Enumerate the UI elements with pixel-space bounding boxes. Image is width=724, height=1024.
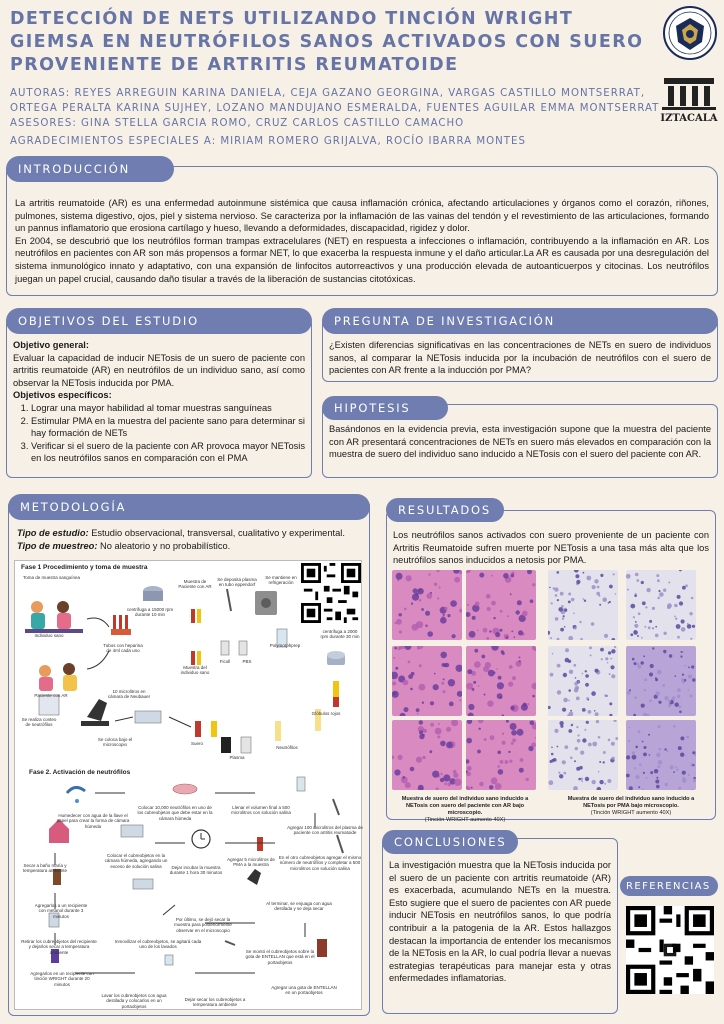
iztacala-logo xyxy=(658,76,720,124)
step-inmovilizar: Inmovilizar el cubreobjetos, se agitará cada uno de los lavados xyxy=(114,939,202,950)
label-muestra-ar: Muestra de Paciente con AR xyxy=(178,579,212,590)
intro-box xyxy=(6,166,718,296)
step-enjuagar: Al terminar, se enjuaga con agua destilada y se deja secar xyxy=(266,901,332,912)
label-microscopio: Se coloca bajo el microscopio xyxy=(97,737,133,748)
objetivos-box xyxy=(6,318,312,478)
micrograph-image xyxy=(548,720,618,790)
label-centrifuga-2000: centrifuga a 2000 rpm durante 30 min xyxy=(320,629,360,640)
label-muestra-sano: Muestra del individuo sano xyxy=(180,665,210,676)
step-metanol: Agregarlos a un recipiente con metanol durante 3 minutos xyxy=(34,903,88,919)
step-humedecer: Humedecer con agua de la llave el papel para crear la forma de cámara húmeda xyxy=(56,813,130,829)
advisors-line: ASESORES: GINA STELLA GARCIA ROMO, CRUZ CARLOS CASTILLO CAMACHO xyxy=(10,118,465,129)
caption-ar-text: Muestra de suero del individuo sano inducido a NETosis con suero del paciente con AR bajo microscopio. xyxy=(401,796,529,816)
authors-line: AUTORAS: REYES ARREGUIN KARINA DANIELA, CEJA GAZANO GEORGINA, VARGAS CASTILLO MONTSERRAT, ORTEGA PERALTA KARINA SUJHEY, LOZANO MANDUJANO ESMERALDA, FUENTES AGUILAR EMMA MONTSERRAT xyxy=(10,88,660,114)
list-item: 3. Verificar si el suero de la paciente con AR provoca mayor NETosis en los neutrófilos sanos en comparación con el PMA xyxy=(31,440,305,465)
micrograph-image xyxy=(466,646,536,716)
label-globulos-rojos: Glóbulos rojos xyxy=(311,711,341,716)
list-item: 2. Estimular PMA en la muestra del paciente sano para determinar si hay formación de NETs xyxy=(31,415,305,440)
conclusiones-text: La investigación muestra que la NETosis inducida por el suero de un paciente con artritis reumatoide (AR) es exacerbada, acumulando NETs en la muestra. Esto sugiere que el suero de pacientes con AR puede inducir NETosis en neutrófilos sanos, lo que podría contribuir a la patogenia de la AR. Estos hallazgos destacan la importancia de entender los mecanismos de la NETosis en la AR, lo cual podría llevar a nuevas estrategias terapéuticas para manejar esta y otras enfermedades inflamatorias. xyxy=(389,860,611,984)
pregunta-text: ¿Existen diferencias significativas en las concentraciones de NETs en suero de individuos sanos, al comparar la NETosis inducida por la incubación de neutrófilos con el suero de pacientes con AR frente a la inducción por PMA? xyxy=(329,340,711,376)
label-tubos-heparina: Tubos con heparina de 4ml cada uno xyxy=(103,643,143,654)
tipo-muestreo-value: No aleatorio y no probabilístico. xyxy=(97,540,231,551)
caption-ar xyxy=(392,796,538,824)
caption-pma xyxy=(556,796,706,817)
label-toma-muestra: Toma de muestra sanguínea xyxy=(23,575,81,580)
poster-title: DETECCIÓN DE NETS UTILIZANDO TINCIÓN WRIGHT GIEMSA EN NEUTRÓFILOS SANOS ACTIVADOS CON SUERO PROVENIENTE DE ARTRITIS REUMATOIDE xyxy=(10,9,644,75)
tipo-estudio-value: Estudio observacional, transversal, cualitativo y experimental. xyxy=(88,528,345,538)
caption-ar-sub: (Tinción WRIGHT aumento 40X) xyxy=(424,817,506,823)
label-pbs: PBS xyxy=(242,659,252,664)
step-incubar: Dejar incubar la muestra durante 1 hora 30 minutos xyxy=(169,865,223,876)
step-agregar-plasma: Agregar 100 microlitros del plasma de paciente con artritis reumatoide xyxy=(287,825,363,836)
step-montar: Se montó el cubreobjetos sobre la gota de ENTELLAN que está en el portaobjetos xyxy=(245,949,315,965)
referencias-heading: REFERENCIAS xyxy=(620,876,718,896)
fase1-label: Fase 1 Procedimiento y toma de muestra xyxy=(21,564,148,571)
objetivos-especificos-label: Objetivos específicos: xyxy=(13,390,112,401)
pregunta-heading: PREGUNTA DE INVESTIGACIÓN xyxy=(322,308,718,334)
step-lavar: Lavar los cubreobjetos con agua destilada y colocarlos en un portaobjetos xyxy=(101,993,167,1009)
micrograph-image xyxy=(626,570,696,640)
fase2-label: Fase 2. Activación de neutrófilos xyxy=(29,769,131,776)
step-secar-temp: Dejar secar los cubreobjetos a temperatura ambiente xyxy=(184,997,246,1008)
unam-logo xyxy=(662,4,718,62)
list-item: 1. Lograr una mayor habilidad al tomar muestras sanguíneas xyxy=(31,402,305,415)
objetivos-especificos-list xyxy=(27,402,305,465)
step-llenar-volumen: Llenar el volumen final a 500 microlitros con solución salina xyxy=(231,805,291,816)
step-entellan-gota: Agregar una gota de ENTELLAN en un portaobjetos xyxy=(271,985,337,996)
objetivos-heading: OBJETIVOS DEL ESTUDIO xyxy=(6,308,312,334)
label-neubauer: 10 microlitros en cámara de Neubauer xyxy=(107,689,151,700)
intro-paragraph-1: La artritis reumatoide (AR) es una enfermedad autoinmune sistémica que causa inflamación crónica, afectando articulaciones y órganos como el corazón, riñones, pulmones, sistema digestivo, ojos, piel y sistema nervioso. Se caracteriza por la inflamación de las vainas del tendón y el revestimiento de las articulaciones, formando un pannus inflamatorio que erosiona cartílago y hueso, llevando a deformidades, discapacidad, rigidez y dolor. xyxy=(15,198,709,234)
methodology-figure xyxy=(14,560,362,1010)
label-plasma: Plasma xyxy=(229,755,245,760)
objetivo-general-label: Objetivo general: xyxy=(13,340,89,350)
hipotesis-text: Basándonos en la evidencia previa, esta investigación supone que la muestra del paciente con AR presentará concentraciones de NETs en suero más elevados en comparación con la muestra de suero del individuo sano inducido a NETosis con el suero del paciente con AR. xyxy=(329,424,711,460)
thanks-line: AGRADECIMIENTOS ESPECIALES A: MIRIAM ROMERO GRIJALVA, ROCÍO IBARRA MONTES xyxy=(10,136,526,147)
label-ficoll: Ficoll xyxy=(219,659,231,664)
micrograph-image xyxy=(548,570,618,640)
tipo-estudio-label: Tipo de estudio: xyxy=(17,528,89,538)
label-polymorphprep: Polymorphprep xyxy=(269,643,301,648)
caption-pma-text: Muestra de suero del individuo sano inducido a NETosis por PMA bajo microscopio. xyxy=(567,796,695,809)
metodologia-heading: METODOLOGÍA xyxy=(8,494,370,520)
label-conteo: Se realiza conteo de neutrófilos xyxy=(21,717,57,728)
micrograph-image xyxy=(392,720,462,790)
label-neutrofilos: Neutrófilos xyxy=(276,745,298,750)
conclusiones-heading: CONCLUSIONES xyxy=(382,830,518,854)
micrograph-image xyxy=(392,570,462,640)
micrograph-image xyxy=(392,646,462,716)
hipotesis-heading: HIPOTESIS xyxy=(322,396,448,420)
resultados-text: Los neutrófilos sanos activados con suero proveniente de un paciente con Artritis Reumatoide sufren muerte por NETosis a una tasa más alta que los neutrófilos sanos inducidos a netosis por PMA. xyxy=(393,530,709,566)
step-colocar-neutrofilos: Colocar 10,000 neutrófilos en uno de los cubreobjetos que debe estar en la cámara húmeda xyxy=(137,805,213,821)
micrograph-image xyxy=(548,646,618,716)
step-camara-humeda: Colocar el cubreobjetos en la cámara húmeda, agregando un exceso de solución salina xyxy=(104,853,168,869)
step-otro-cubreobjetos: En el otro cubreobjetos agregar el mismo número de neutrófilos y completar a 500 microlitros con solución salina xyxy=(278,855,362,871)
resultados-heading: RESULTADOS xyxy=(386,498,504,522)
label-suero: Suero xyxy=(190,741,203,746)
tipo-muestreo-label: Tipo de muestreo: xyxy=(17,540,98,551)
iztacala-logo-text: IZTACALA xyxy=(660,113,718,124)
step-dejar-secar: Por último, se dejó secar la muestra para posteriormente observar en el microscopio xyxy=(174,917,232,933)
referencias-qr-code[interactable] xyxy=(626,906,714,994)
label-centrifuga-15000: centrifuga a 15000 rpm durante 10 min xyxy=(126,607,174,618)
micrograph-image xyxy=(466,570,536,640)
intro-paragraph-2: En 2004, se descubrió que los neutrófilos forman trampas extracelulares (NET) en respuesta a infecciones o inflamación, contribuyendo a la inflamación en AR. Los neutrófilos en pacientes con AR son más propensos a formar NET, lo que exacerba la respuesta inmune y el daño articular.La AR es causada por una desregulación del sistema inmunológico innato y adaptativo, con una expansión de linfocitos autorreactivos y una producción elevada de autoanticuerpos y citocinas. Los neutrófilos juegan un papel crucial, causando daño tisular a través de la liberación de sustancias citotóxicas. xyxy=(15,235,709,284)
step-secar: Secar a baño maría y temperatura ambiente xyxy=(22,863,68,874)
caption-pma-sub: (Tinción WRIGHT aumento 40X) xyxy=(590,810,672,816)
objetivo-general-text: Evaluar la capacidad de inducir NETosis de un suero de paciente con artritis reumatoide (AR) en neutrófilos de un individuo sano, así como observar la NETosis inducida por PMA. xyxy=(13,352,305,388)
micrograph-image xyxy=(466,720,536,790)
micrograph-image xyxy=(626,646,696,716)
micrograph-image xyxy=(626,720,696,790)
step-pma: Agregar 5 microlitros de PMA a la muestra xyxy=(227,857,275,868)
intro-heading: INTRODUCCIÓN xyxy=(6,156,174,182)
step-retirar: Retirar los cubreobjetos del recipiente y dejarlos secar a temperatura ambiente xyxy=(21,939,97,955)
label-eppendorf: Se deposita plasma en tubo eppendorf xyxy=(217,577,257,588)
step-wright: Agregarlos en un recipiente con tinción WRIGHT durante 20 minutos xyxy=(30,971,94,987)
methodology-qr-code[interactable] xyxy=(301,563,361,623)
label-paciente-ar: Paciente con AR xyxy=(34,693,68,698)
conclusiones-box xyxy=(382,838,618,1014)
label-individuo-sano: Individuo sano xyxy=(34,633,64,638)
label-refrigeracion: Se mantiene en refrigeración xyxy=(265,575,297,586)
